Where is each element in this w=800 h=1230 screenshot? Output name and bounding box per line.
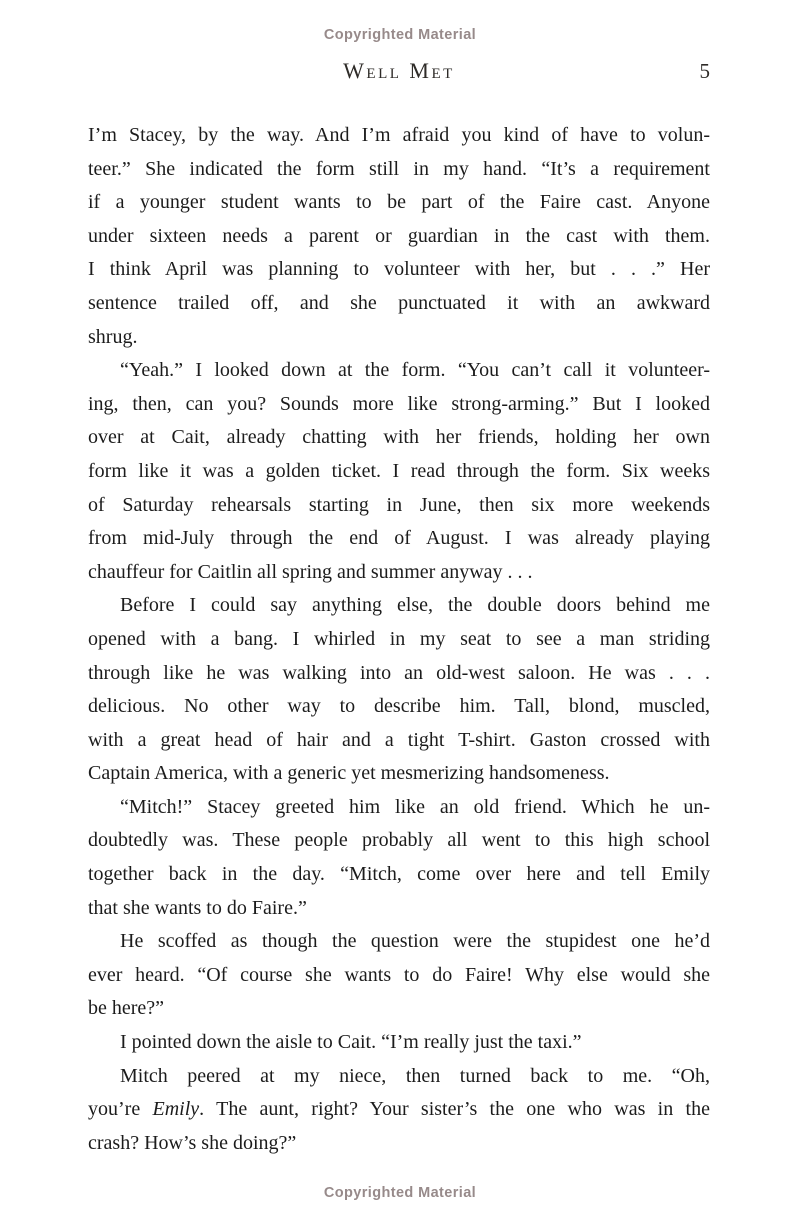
paragraph [88, 354, 710, 589]
page-number: 5 [699, 59, 710, 83]
text-line: crash? How’s she doing?” [88, 1131, 297, 1154]
text-line: ever heard. “Of course she wants to do Faire! Why else would she [88, 963, 710, 986]
paragraph [88, 119, 710, 354]
text-line [88, 1093, 710, 1127]
text-line: form like it was a golden ticket. I read through the form. Six weeks [88, 459, 710, 482]
running-header [88, 58, 710, 90]
text-line: from mid-July through the end of August. I was already playing [88, 527, 710, 550]
text-line: “Mitch!” Stacey greeted him like an old friend. Which he un- [120, 795, 710, 818]
text-line: opened with a bang. I whirled in my seat to see a man striding [88, 627, 710, 650]
text-line: I’m Stacey, by the way. And I’m afraid you kind of have to volun- [88, 124, 710, 146]
text-line: “Yeah.” I looked down at the form. “You can’t call it volunteer- [120, 359, 710, 382]
text-line: of Saturday rehearsals starting in June, then six more weekends [88, 493, 710, 516]
text-line: Mitch peered at my niece, then turned back to me. “Oh, [120, 1064, 710, 1087]
text-segment: . The aunt, right? Your sister’s the one who was in the [199, 1098, 710, 1121]
text-line: ing, then, can you? Sounds more like strong-arming.” But I looked [88, 392, 710, 415]
text-line: chauffeur for Caitlin all spring and summer anyway . . . [88, 560, 533, 583]
paragraph [88, 925, 710, 1026]
text-line: if a younger student wants to be part of the Faire cast. Anyone [88, 191, 710, 214]
text-line: He scoffed as though the question were the stupidest one he’d [120, 930, 710, 953]
page-body [88, 119, 710, 1160]
text-line: over at Cait, already chatting with her friends, holding her own [88, 426, 710, 449]
text-line: that she wants to do Faire.” [88, 896, 307, 919]
text-line: doubtedly was. These people probably all went to this high school [88, 829, 710, 852]
text-line: through like he was walking into an old-west saloon. He was . . . [88, 661, 710, 684]
text-line: under sixteen needs a parent or guardian in the cast with them. [88, 224, 710, 247]
text-line: shrug. [88, 325, 138, 348]
paragraph [88, 791, 710, 925]
paragraph [88, 589, 710, 791]
text-line: be here?” [88, 997, 165, 1020]
top-watermark: Copyrighted Material [323, 27, 477, 43]
bottom-watermark: Copyrighted Material [323, 1185, 477, 1201]
text-line: delicious. No other way to describe him. Tall, blond, muscled, [88, 695, 710, 718]
text-segment: you’re [88, 1098, 153, 1121]
paragraph [88, 1026, 710, 1060]
text-line: teer.” She indicated the form still in my hand. “It’s a requirement [88, 157, 710, 180]
book-title-header: Well Met [343, 58, 455, 83]
paragraph [88, 1060, 710, 1161]
italic-text: Emily [152, 1098, 200, 1121]
text-line: Captain America, with a generic yet mesmerizing handsomeness. [88, 762, 610, 785]
text-line: Before I could say anything else, the double doors behind me [120, 594, 710, 617]
text-line: sentence trailed off, and she punctuated it with an awkward [88, 291, 710, 314]
text-line: with a great head of hair and a tight T-shirt. Gaston crossed with [88, 728, 710, 751]
text-line: I pointed down the aisle to Cait. “I’m really just the taxi.” [120, 1031, 582, 1054]
text-line: I think April was planning to volunteer with her, but . . .” Her [88, 258, 710, 281]
text-line: together back in the day. “Mitch, come over here and tell Emily [88, 863, 710, 886]
